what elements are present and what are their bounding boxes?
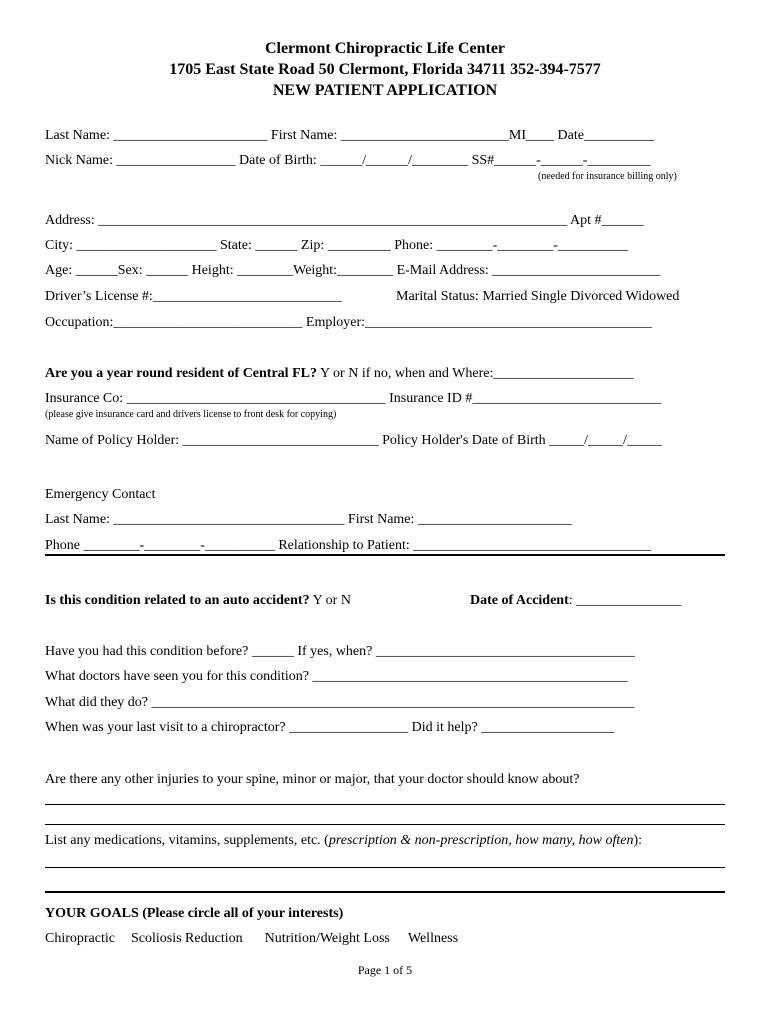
goal-scoliosis-reduction[interactable]: Scoliosis Reduction [130,931,243,946]
row-name-date[interactable]: Last Name: ______________________ First Name: ________________________MI____ Date__________ [45,128,654,143]
row-doctors-seen[interactable]: What doctors have seen you for this condition? _____________________________________________ [45,669,628,684]
goal-wellness[interactable]: Wellness [407,931,459,946]
insurance-note: (please give insurance card and drivers license to front desk for copying) [45,409,337,420]
clinic-address: 1705 East State Road 50 Clermont, Florida 34711 352-394-7577 [169,61,601,78]
row-resident[interactable] [45,366,633,382]
row-other-injuries: Are there any other injuries to your spine, minor or major, that your doctor should know about? [45,772,580,787]
row-license[interactable]: Driver’s License #:___________________________ [45,289,342,304]
row-condition-before[interactable]: Have you had this condition before? ______ If yes, when? _____________________________________ [45,644,635,659]
row-city-state-zip-phone[interactable]: City: ____________________ State: ______ Zip: _________ Phone: ________-________-__________ [45,238,628,253]
page-number: Page 1 of 5 [357,963,413,977]
accident-date-blank[interactable]: : _______________ [568,593,682,608]
accident-date-field[interactable] [470,593,681,609]
injuries-answer-line-1[interactable] [45,804,725,805]
goals-options[interactable] [45,931,458,947]
goals-heading: YOUR GOALS (Please circle all of your interests) [45,906,344,921]
clinic-name: Clermont Chiropractic Life Center [264,40,506,57]
medications-label: List any medications, vitamins, supplements, etc. ( [45,833,329,848]
goals-divider [45,891,725,893]
row-address[interactable]: Address: ___________________________________________________________________ Apt #______ [45,213,644,228]
auto-accident-answer[interactable]: Y or N [309,593,351,608]
auto-accident-question: Is this condition related to an auto accident? [45,593,310,608]
injuries-answer-line-2[interactable] [45,824,725,825]
row-what-did-they-do[interactable]: What did they do? _____________________________________________________________________ [45,695,635,710]
row-insurance[interactable]: Insurance Co: _____________________________________ Insurance ID #___________________________ [45,391,662,406]
row-auto-accident[interactable] [45,593,351,609]
row-marital-status[interactable]: Marital Status: Married Single Divorced Widowed [396,289,680,304]
resident-question: Are you a year round resident of Central FL? [45,366,317,381]
row-nickname-dob-ssn[interactable]: Nick Name: _________________ Date of Birth: ______/______/________ SS#______-______-_________ [45,153,651,168]
emergency-contact-heading: Emergency Contact [45,487,156,502]
accident-date-label: Date of Accident [470,593,569,608]
row-last-chiro-visit[interactable]: When was your last visit to a chiropractor? _________________ Did it help? ___________________ [45,720,615,735]
form-title: NEW PATIENT APPLICATION [272,82,498,99]
goal-nutrition-weight-loss[interactable]: Nutrition/Weight Loss [264,931,390,946]
medications-hint: prescription & non-prescription, how many, how often [328,833,634,848]
section-divider [45,554,725,556]
row-age-sex-height-weight-email[interactable]: Age: ______Sex: ______ Height: ________Weight:________ E-Mail Address: ________________________ [45,263,661,278]
row-emergency-name[interactable]: Last Name: _________________________________ First Name: ______________________ [45,512,572,527]
row-occupation-employer[interactable]: Occupation:___________________________ Employer:_________________________________________ [45,315,653,330]
row-emergency-phone[interactable]: Phone ________-________-__________ Relationship to Patient: __________________________________ [45,538,652,553]
resident-answer[interactable]: Y or N if no, when and Where:____________________ [316,366,634,381]
ssn-note: (needed for insurance billing only) [538,171,677,182]
medications-answer-line[interactable] [45,867,725,868]
goal-chiropractic[interactable]: Chiropractic [45,931,115,946]
medications-close: ): [633,833,643,848]
row-medications [45,833,642,849]
row-policy-holder[interactable]: Name of Policy Holder: ____________________________ Policy Holder's Date of Birth _____/_____/_____ [45,433,662,448]
